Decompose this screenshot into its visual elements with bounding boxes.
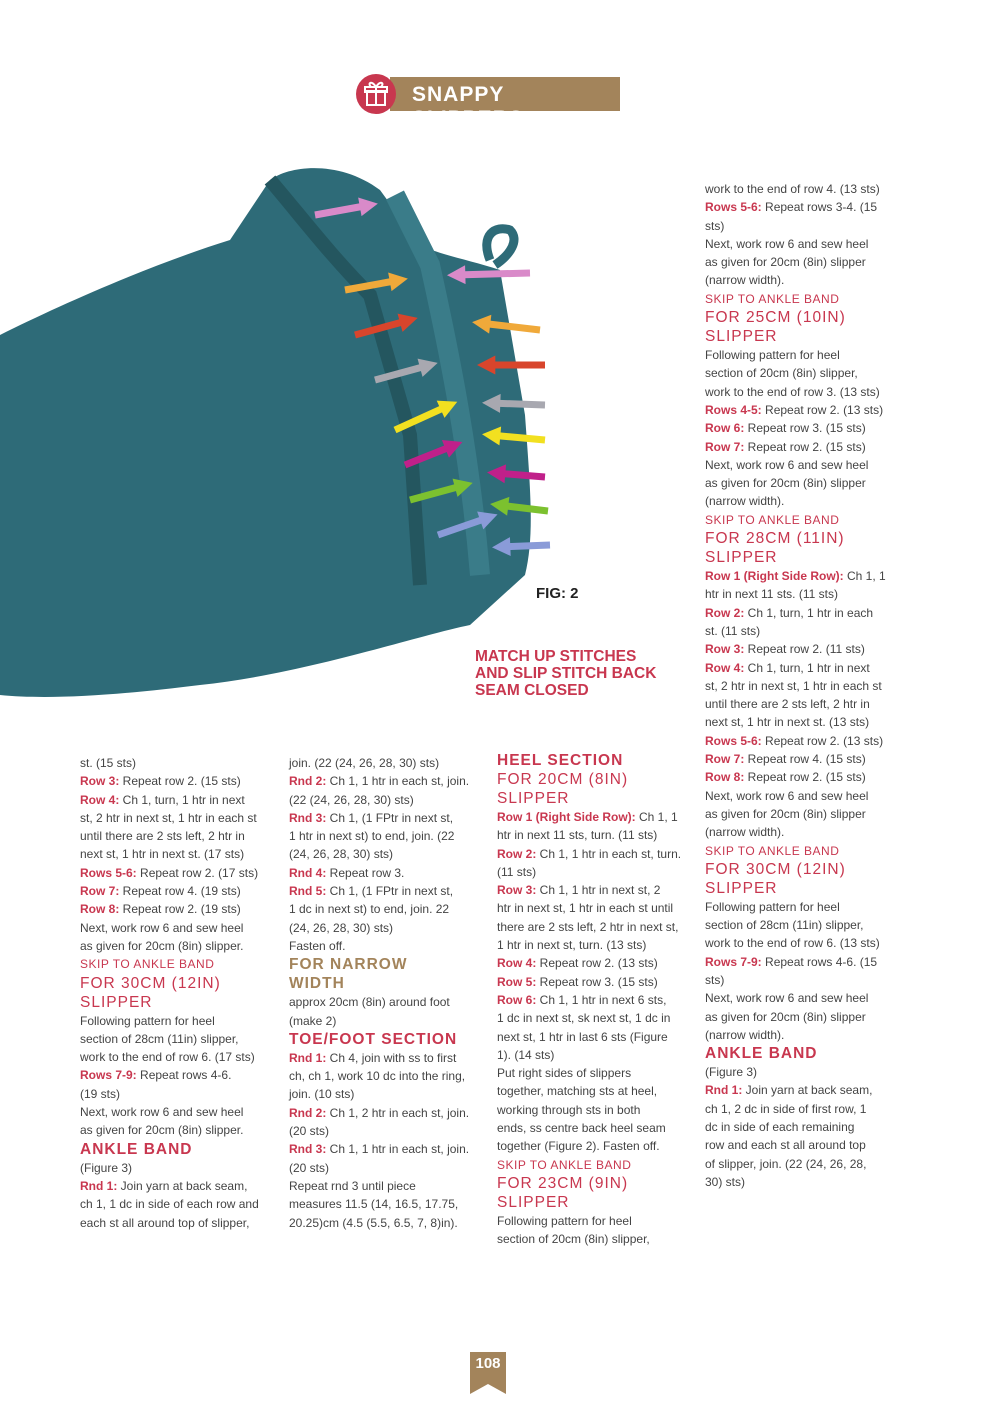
instruction-line <box>705 567 900 585</box>
skip-link[interactable]: SKIP TO ANKLE BAND <box>705 512 840 527</box>
row-label: Rnd 5: <box>289 884 327 899</box>
row-label: Rnd 1: <box>289 1050 327 1065</box>
section-heading: FOR 30CM (12IN) <box>80 974 221 992</box>
instruction-line: Following pattern for heel <box>80 1013 215 1028</box>
section-heading: SLIPPER <box>705 328 778 346</box>
row-label: Row 3: <box>80 774 120 789</box>
instruction-line: ch 1, 2 dc in side of first row, 1 <box>705 1101 867 1116</box>
instruction-line: Following pattern for heel <box>497 1213 632 1228</box>
row-text: Join yarn at back seam, <box>117 1178 248 1193</box>
section-heading: FOR 28CM (11IN) <box>705 530 845 548</box>
row-label: Row 8: <box>705 770 745 785</box>
section-heading: ANKLE BAND <box>80 1140 193 1158</box>
row-text: Ch 1, turn, 1 htr in next <box>119 792 245 807</box>
instruction-line: next st, 1 htr in next st. (17 sts) <box>80 847 245 862</box>
row-label: Rows 7-9: <box>705 954 762 969</box>
instruction-line: Next, work row 6 and sew heel <box>80 1105 244 1120</box>
row-label: Row 4: <box>497 956 537 971</box>
row-label: Row 4: <box>80 792 120 807</box>
row-label: Row 1 (Right Side Row): <box>497 810 636 824</box>
row-text: Ch 1, (1 FPtr in next st, <box>326 884 454 899</box>
instruction-line: sts) <box>705 218 725 233</box>
row-label: Rows 4-5: <box>705 402 762 417</box>
instruction-line <box>705 768 900 786</box>
instruction-line <box>705 640 900 658</box>
instruction-line: ch 1, 1 dc in side of each row and <box>80 1197 259 1212</box>
instruction-line <box>497 973 692 991</box>
section-heading: FOR NARROW <box>289 956 408 974</box>
row-label: Rnd 2: <box>289 774 327 789</box>
row-text: Repeat row 3. <box>326 865 405 880</box>
instruction-line <box>289 1104 484 1122</box>
instruction-line <box>497 845 692 863</box>
instruction-line: Fasten off. <box>289 938 346 953</box>
section-heading: SLIPPER <box>705 549 778 567</box>
row-label: Row 7: <box>705 439 745 454</box>
row-text: Join yarn at back seam, <box>742 1083 873 1098</box>
instruction-line: Next, work row 6 and sew heel <box>705 457 869 472</box>
row-text: Repeat row 3. (15 sts) <box>744 421 866 436</box>
instruction-line <box>289 772 484 790</box>
instruction-line: (20 sts) <box>289 1124 330 1139</box>
instruction-line: (20 sts) <box>289 1160 330 1175</box>
instruction-line: st, 2 htr in next st, 1 htr in each st <box>705 678 882 693</box>
instruction-line: work to the end of row 6. (17 sts) <box>80 1050 255 1065</box>
instruction-line: as given for 20cm (8in) slipper <box>705 476 866 491</box>
instruction-line <box>497 808 692 826</box>
instruction-line: (24, 26, 28, 30) sts) <box>289 920 394 935</box>
row-label: Rnd 2: <box>289 1105 327 1120</box>
instruction-line: 30) sts) <box>705 1174 746 1189</box>
row-label: Row 6: <box>497 992 537 1007</box>
instruction-line: st. (15 sts) <box>80 756 137 770</box>
instruction-line: (19 sts) <box>80 1086 121 1101</box>
instruction-line <box>497 991 692 1009</box>
row-text: Ch 1, turn, 1 htr in each <box>744 605 874 620</box>
instruction-line: section of 28cm (11in) slipper, <box>80 1031 239 1046</box>
caption-line: MATCH UP STITCHES <box>475 648 637 665</box>
instruction-line: Repeat rnd 3 until piece <box>289 1178 416 1193</box>
row-text: Repeat row 2. (17 sts) <box>136 865 259 880</box>
row-text: Ch 1, turn, 1 htr in next <box>744 660 870 675</box>
row-label: Row 8: <box>80 902 120 917</box>
instruction-line: working through sts in both <box>497 1102 641 1117</box>
row-text: Ch 4, join with ss to first <box>326 1050 457 1065</box>
instruction-line: Following pattern for heel <box>705 348 840 363</box>
instruction-line: Next, work row 6 and sew heel <box>705 236 869 251</box>
section-heading: FOR 25CM (10IN) <box>705 309 846 327</box>
instruction-line: section of 20cm (8in) slipper, <box>497 1232 650 1247</box>
row-label: Rnd 3: <box>289 810 327 825</box>
section-heading: TOE/FOOT SECTION <box>289 1030 458 1048</box>
instruction-line: ch, ch 1, work 10 dc into the ring, <box>289 1069 466 1084</box>
instruction-line: until there are 2 sts left, 2 htr in <box>80 829 245 844</box>
row-text: Repeat row 3. (15 sts) <box>536 974 658 989</box>
text-column-1 <box>80 754 275 1232</box>
instruction-line: (narrow width). <box>705 1027 785 1042</box>
text-column-2 <box>289 754 484 1232</box>
caption-line: SEAM CLOSED <box>475 682 589 699</box>
instruction-line: (22 (24, 26, 28, 30) sts) <box>289 792 414 807</box>
section-heading: FOR 20CM (8IN) <box>497 771 629 788</box>
row-label: Row 2: <box>705 605 745 620</box>
instruction-line: Next, work row 6 and sew heel <box>705 991 869 1006</box>
row-label: Rnd 1: <box>705 1083 743 1098</box>
instruction-line <box>289 809 484 827</box>
instruction-line: join. (22 (24, 26, 28, 30) sts) <box>289 756 440 770</box>
row-label: Row 2: <box>497 846 537 861</box>
row-text: Repeat row 2. (15 sts) <box>744 770 866 785</box>
instruction-line: htr in next 11 sts. (11 sts) <box>705 587 838 602</box>
instruction-line: st, 2 htr in next st, 1 htr in each st <box>80 810 257 825</box>
skip-link[interactable]: SKIP TO ANKLE BAND <box>497 1157 632 1172</box>
instruction-line: as given for 20cm (8in) slipper. <box>80 1123 244 1138</box>
instruction-line: each st all around top of slipper, <box>80 1215 250 1230</box>
row-text: Repeat row 2. (13 sts) <box>761 733 884 748</box>
row-label: Row 7: <box>705 752 745 767</box>
row-label: Rnd 1: <box>80 1178 118 1193</box>
instruction-line: Following pattern for heel <box>705 899 840 914</box>
row-text: Ch 1, 1 htr in next 6 sts, <box>536 992 667 1007</box>
row-text: Repeat rows 4-6. (15 <box>761 954 878 969</box>
instruction-line: (narrow width). <box>705 273 785 288</box>
skip-link[interactable]: SKIP TO ANKLE BAND <box>705 291 840 306</box>
page-title: SNAPPY SLIPPERS <box>412 83 524 130</box>
figure-label: FIG: 2 <box>536 585 579 602</box>
row-text: Repeat row 2. (13 sts) <box>536 956 658 971</box>
instruction-line: htr in next st, 1 htr in each st until <box>497 901 674 916</box>
instruction-line: until there are 2 sts left, 2 htr in <box>705 697 870 712</box>
instruction-line: 1). (14 sts) <box>497 1047 555 1062</box>
instruction-line <box>705 659 900 677</box>
row-text: Repeat rows 4-6. <box>136 1068 232 1083</box>
row-label: Rows 5-6: <box>705 200 762 215</box>
instruction-line: htr in next 11 sts, turn. (11 sts) <box>497 828 658 843</box>
row-label: Rows 5-6: <box>705 733 762 748</box>
instruction-line <box>80 900 275 918</box>
row-label: Rows 5-6: <box>80 865 137 880</box>
gift-icon <box>356 74 396 114</box>
instruction-line: (11 sts) <box>497 864 537 879</box>
instruction-line: dc in side of each remaining <box>705 1120 855 1135</box>
instruction-line: as given for 20cm (8in) slipper. <box>80 938 244 953</box>
header-circle <box>356 74 396 114</box>
instruction-line <box>289 1140 484 1158</box>
instruction-line <box>705 198 900 216</box>
row-text: Repeat row 2. (15 sts) <box>744 439 866 454</box>
instruction-line <box>705 401 900 419</box>
instruction-line: Next, work row 6 and sew heel <box>705 788 869 803</box>
section-heading: SLIPPER <box>705 879 778 897</box>
caption-line: AND SLIP STITCH BACK <box>475 665 657 682</box>
instruction-line: as given for 20cm (8in) slipper <box>705 806 866 821</box>
instruction-line: measures 11.5 (14, 16.5, 17.75, <box>289 1197 459 1212</box>
instruction-line: (narrow width). <box>705 494 785 509</box>
row-label: Row 3: <box>705 642 745 657</box>
instruction-line: ends, ss centre back heel seam <box>497 1121 666 1136</box>
text-column-4 <box>705 180 900 1191</box>
instruction-line <box>705 604 900 622</box>
row-text: Ch 1, 1 <box>635 810 678 824</box>
instruction-line: 1 htr in next st) to end, join. (22 <box>289 829 455 844</box>
instruction-line: st. (11 sts) <box>705 623 761 638</box>
instruction-line <box>497 954 692 972</box>
section-heading: ANKLE BAND <box>705 1045 818 1063</box>
instruction-line <box>289 864 484 882</box>
section-heading: SLIPPER <box>80 993 153 1011</box>
row-label: Row 7: <box>80 884 120 899</box>
instruction-line: section of 20cm (8in) slipper, <box>705 366 858 381</box>
instruction-line: together, matching sts at heel, <box>497 1084 658 1099</box>
instruction-line: (Figure 3) <box>80 1160 133 1175</box>
section-heading: HEEL SECTION <box>497 752 624 769</box>
arrow-marker <box>455 273 530 275</box>
instruction-line <box>80 1066 275 1084</box>
instruction-line: together (Figure 2). Fasten off. <box>497 1139 660 1154</box>
skip-link[interactable]: SKIP TO ANKLE BAND <box>705 843 840 858</box>
instruction-line <box>80 864 275 882</box>
instruction-line: join. (10 sts) <box>289 1087 355 1102</box>
skip-link[interactable]: SKIP TO ANKLE BAND <box>80 957 215 972</box>
row-label: Row 6: <box>705 421 745 436</box>
row-text: Repeat rows 3-4. (15 <box>761 200 878 215</box>
row-text: Ch 1, 1 <box>843 569 886 584</box>
header-banner <box>356 74 620 130</box>
row-text: Ch 1, 1 htr in each st, join. <box>326 1142 470 1157</box>
section-heading: FOR 23CM (9IN) <box>497 1174 629 1192</box>
instruction-line: row and each st all around top <box>705 1138 866 1153</box>
instruction-line <box>497 881 692 899</box>
instruction-line <box>705 419 900 437</box>
section-heading: SLIPPER <box>497 1193 570 1211</box>
row-label: Rnd 3: <box>289 1142 327 1157</box>
row-text: Ch 1, 1 htr in each st, join. <box>326 774 470 789</box>
page-number: 108 <box>475 1355 501 1372</box>
instruction-line <box>80 882 275 900</box>
instruction-line: 1 dc in next st, sk next st, 1 dc in <box>497 1011 671 1026</box>
instruction-line: there are 2 sts left, 2 htr in next st, <box>497 919 679 934</box>
instruction-line <box>80 772 275 790</box>
instruction-line: Put right sides of slippers <box>497 1066 632 1081</box>
slipper-photo <box>0 155 560 700</box>
row-label: Rows 7-9: <box>80 1068 137 1083</box>
instruction-line: approx 20cm (8in) around foot <box>289 995 450 1010</box>
instruction-line <box>289 1049 484 1067</box>
instruction-line: 20.25)cm (4.5 (5.5, 6.5, 7, 8)in). <box>289 1215 458 1230</box>
row-text: Ch 1, 1 htr in next st, 2 <box>536 883 661 898</box>
row-text: Repeat row 2. (11 sts) <box>744 642 865 657</box>
instruction-line: (narrow width). <box>705 825 785 840</box>
row-text: Repeat row 4. (19 sts) <box>119 884 241 899</box>
instruction-line: as given for 20cm (8in) slipper <box>705 1009 866 1024</box>
row-text: Ch 1, 2 htr in each st, join. <box>326 1105 470 1120</box>
row-text: Repeat row 2. (15 sts) <box>119 774 241 789</box>
instruction-line: (make 2) <box>289 1013 337 1028</box>
text-column-3 <box>497 751 692 1249</box>
section-heading: WIDTH <box>289 975 345 993</box>
instruction-line <box>80 1177 275 1195</box>
row-label: Row 1 (Right Side Row): <box>705 569 844 584</box>
figure-caption <box>475 648 695 699</box>
row-text: Repeat row 2. (13 sts) <box>761 402 884 417</box>
instruction-line: 1 dc in next st) to end, join. 22 <box>289 902 450 917</box>
instruction-line <box>705 953 900 971</box>
instruction-line <box>705 1081 900 1099</box>
instruction-line <box>289 882 484 900</box>
row-label: Rnd 4: <box>289 865 327 880</box>
instruction-line: 1 htr in next st, turn. (13 sts) <box>497 938 647 953</box>
section-heading: SLIPPER <box>497 790 570 807</box>
instruction-line: sts) <box>705 972 725 987</box>
instruction-line: (24, 26, 28, 30) sts) <box>289 847 394 862</box>
instruction-line <box>705 732 900 750</box>
instruction-line: next st, 1 htr in last 6 sts (Figure <box>497 1029 668 1044</box>
instruction-line: section of 28cm (11in) slipper, <box>705 918 864 933</box>
row-label: Row 4: <box>705 660 745 675</box>
instruction-line: Next, work row 6 and sew heel <box>80 920 244 935</box>
instruction-line: of slipper, join. (22 (24, 26, 28, <box>705 1156 867 1171</box>
instruction-line <box>705 438 900 456</box>
instruction-line: as given for 20cm (8in) slipper <box>705 255 866 270</box>
instruction-line: next st, 1 htr in next st. (13 sts) <box>705 715 870 730</box>
row-text: Repeat row 4. (15 sts) <box>744 752 866 767</box>
row-text: Ch 1, 1 htr in each st, turn. <box>536 846 682 861</box>
row-label: Row 3: <box>497 883 537 898</box>
row-text: Ch 1, (1 FPtr in next st, <box>326 810 454 825</box>
row-text: Repeat row 2. (19 sts) <box>119 902 241 917</box>
instruction-line: (Figure 3) <box>705 1065 758 1080</box>
instruction-line: work to the end of row 4. (13 sts) <box>705 182 880 196</box>
row-label: Row 5: <box>497 974 537 989</box>
instruction-line <box>80 791 275 809</box>
instruction-line <box>705 750 900 768</box>
section-heading: FOR 30CM (12IN) <box>705 860 846 878</box>
instruction-line: work to the end of row 6. (13 sts) <box>705 936 880 951</box>
instruction-line: work to the end of row 3. (13 sts) <box>705 384 880 399</box>
